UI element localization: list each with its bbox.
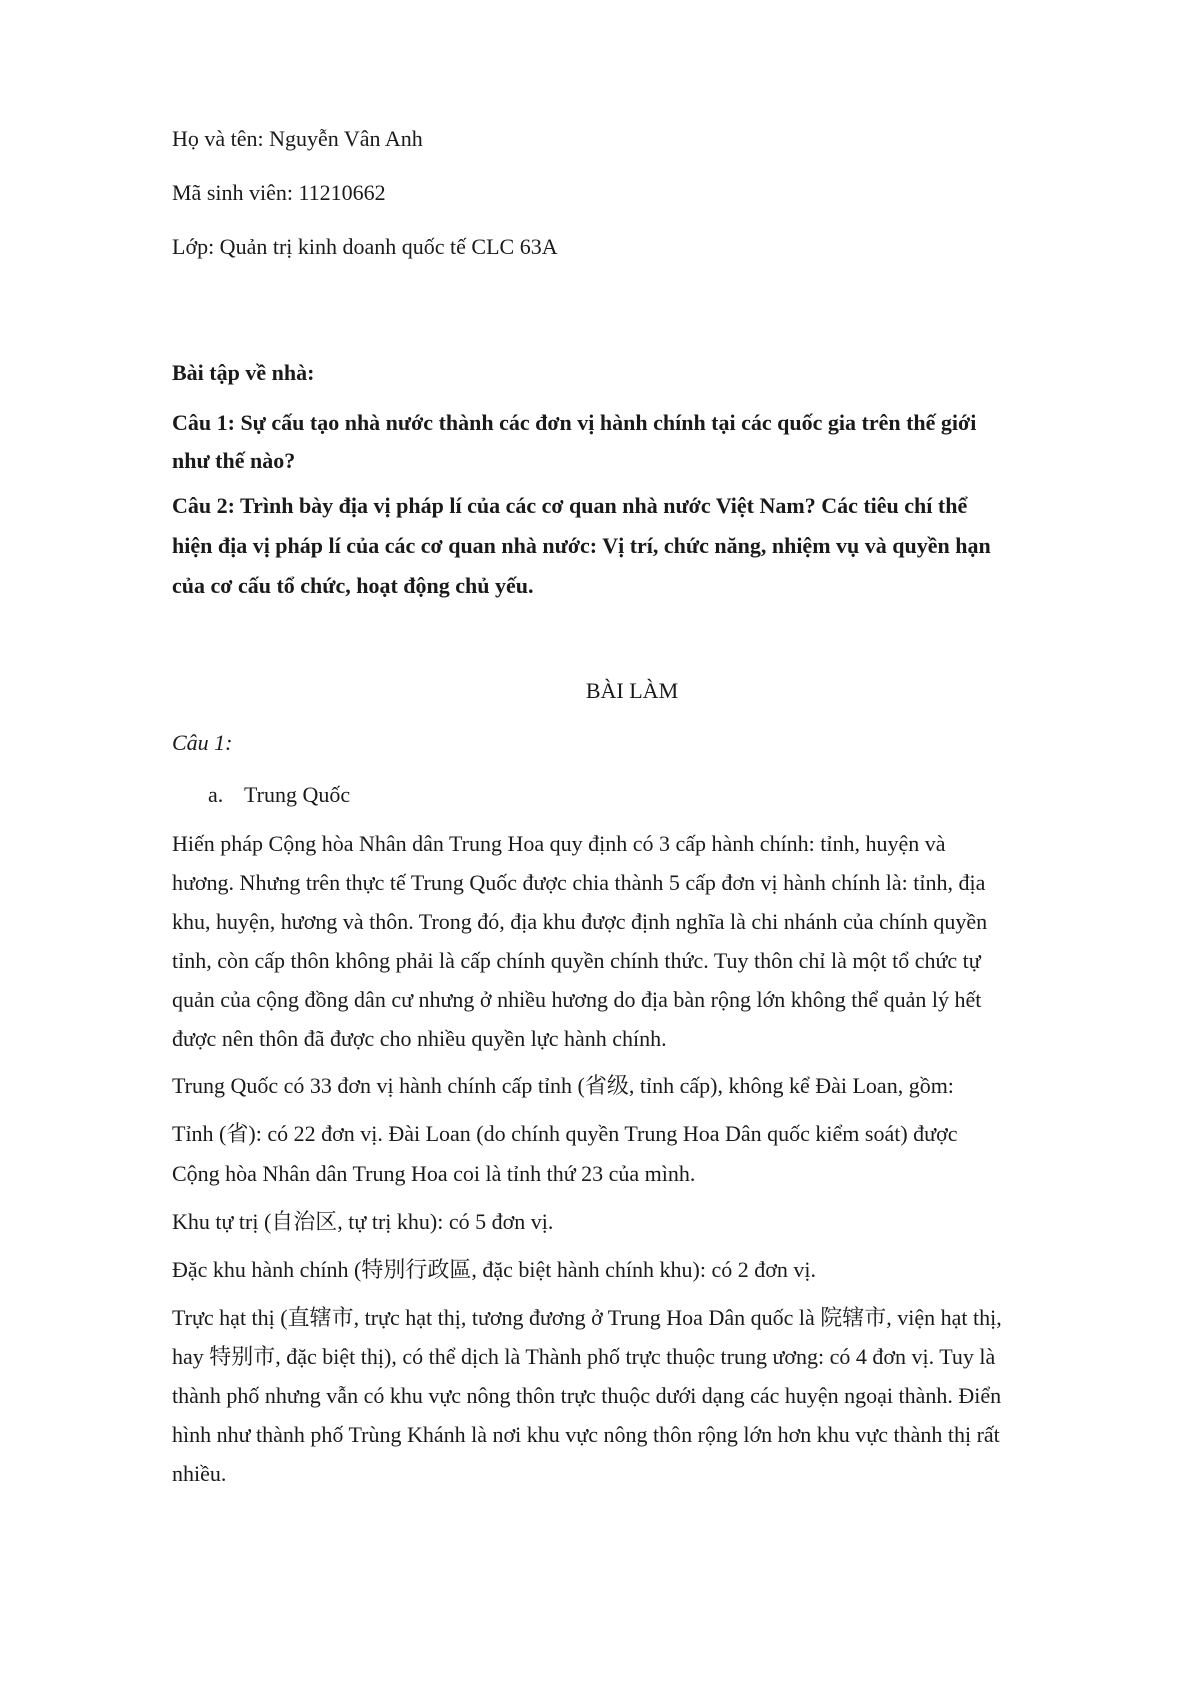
answer-title: BÀI LÀM xyxy=(585,678,679,703)
question-2-line: của cơ cấu tổ chức, hoạt động chủ yếu. xyxy=(172,573,534,598)
list-marker: a. xyxy=(208,782,224,807)
question-2-line: hiện địa vị pháp lí của các cơ quan nhà nước: Vị trí, chức năng, nhiệm vụ và quyền hạn xyxy=(172,533,991,558)
question-1-line: Câu 1: Sự cấu tạo nhà nước thành các đơn vị hành chính tại các quốc gia trên thế giới xyxy=(172,410,977,435)
paragraph-line: được nên thôn đã được cho nhiều quyền lực hành chính. xyxy=(172,1026,667,1051)
document-page xyxy=(172,118,1092,1501)
paragraph-line: nhiều. xyxy=(172,1461,227,1486)
paragraph-line: Hiến pháp Cộng hòa Nhân dân Trung Hoa quy định có 3 cấp hành chính: tỉnh, huyện và xyxy=(172,831,946,856)
list-item-text: Trung Quốc xyxy=(244,782,351,807)
homework-title: Bài tập về nhà: xyxy=(172,360,315,385)
paragraph-line: Cộng hòa Nhân dân Trung Hoa coi là tỉnh thứ 23 của mình. xyxy=(172,1161,696,1186)
paragraph-line: quản của cộng đồng dân cư nhưng ở nhiều hương do địa bàn rộng lớn không thể quản lý hết xyxy=(172,987,982,1012)
spacer xyxy=(172,712,1092,722)
paragraph-line: Tỉnh (省): có 22 đơn vị. Đài Loan (do chính quyền Trung Hoa Dân quốc kiểm soát) được xyxy=(172,1121,958,1146)
student-name: Họ và tên: Nguyễn Vân Anh xyxy=(172,126,423,151)
student-id: Mã sinh viên: 11210662 xyxy=(172,180,386,205)
paragraph-line: tỉnh, còn cấp thôn không phải là cấp chính quyền chính thức. Tuy thôn chỉ là một tổ chức tự xyxy=(172,948,981,973)
paragraph-line: Trực hạt thị (直辖市, trực hạt thị, tương đương ở Trung Hoa Dân quốc là 院辖市, viện hạt thị, xyxy=(172,1305,1002,1330)
paragraph-6 xyxy=(172,1298,1092,1493)
paragraph-4: Khu tự trị (自治区, tự trị khu): có 5 đơn vị. xyxy=(172,1209,554,1234)
question-2-line: Câu 2: Trình bày địa vị pháp lí của các cơ quan nhà nước Việt Nam? Các tiêu chí thể xyxy=(172,493,968,518)
paragraph-line: khu, huyện, hương và thôn. Trong đó, địa khu được định nghĩa là chi nhánh của chính quyền xyxy=(172,909,988,934)
paragraph-line: hình như thành phố Trùng Khánh là nơi khu vực nông thôn rộng lớn hơn khu vực thành thị rất xyxy=(172,1422,1000,1447)
paragraph-1 xyxy=(172,824,1092,1058)
paragraph-2: Trung Quốc có 33 đơn vị hành chính cấp tỉnh (省级, tỉnh cấp), không kể Đài Loan, gồm: xyxy=(172,1073,954,1098)
question-2 xyxy=(172,486,1092,606)
question-1 xyxy=(172,404,1092,480)
spacer xyxy=(172,280,1092,352)
spacer xyxy=(172,606,1092,670)
paragraph-line: hay 特别市, đặc biệt thị), có thể dịch là Thành phố trực thuộc trung ương: có 4 đơn vị. Tuy là xyxy=(172,1344,996,1369)
paragraph-3 xyxy=(172,1114,1092,1194)
paragraph-line: thành phố nhưng vẫn có khu vực nông thôn trực thuộc dưới dạng các huyện ngoại thành. Điển xyxy=(172,1383,1002,1408)
paragraph-5: Đặc khu hành chính (特別行政區, đặc biệt hành chính khu): có 2 đơn vị. xyxy=(172,1257,816,1282)
question-1-line: như thế nào? xyxy=(172,448,296,473)
list-item xyxy=(172,774,1092,816)
section-label: Câu 1: xyxy=(172,730,233,755)
paragraph-line: hương. Nhưng trên thực tế Trung Quốc được chia thành 5 cấp đơn vị hành chính là: tỉnh, địa xyxy=(172,870,986,895)
student-class: Lớp: Quản trị kinh doanh quốc tế CLC 63A xyxy=(172,234,558,259)
